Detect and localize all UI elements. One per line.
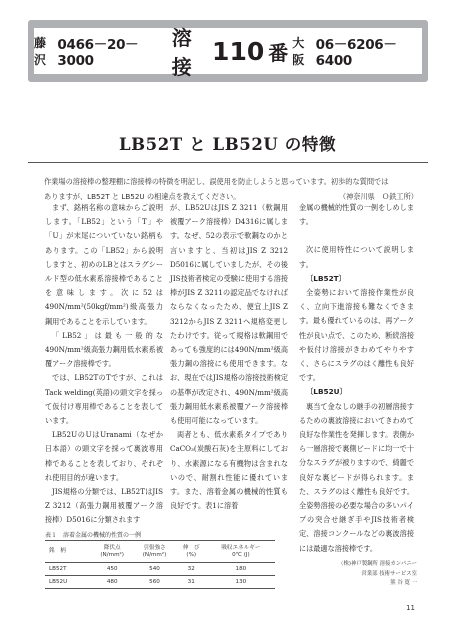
lead-line-1: 作業場の溶接棒の整理棚に溶接棒の特徴を明記し、誤使用を防止しようと思っています。初歩的な質問では [44, 177, 389, 186]
paragraph: 「LB52」は最も一般的な490N/mm²級高張力鋼用低水素系被覆アーク溶接棒です。 [45, 330, 163, 369]
table-cell: 130 [207, 576, 275, 589]
paragraph: 全姿勢において溶接作業性が良く、立向下進溶接も難なくできます。最も優れているのは、再アーク性が良い点で、このため、断続溶接や仮付け溶接がきわめてやりやすく、さらにスラグのはく離性も良好です。 [299, 288, 414, 383]
signature-name: 熊 谷 寛 一 [390, 580, 417, 586]
table-cell: 180 [207, 563, 275, 576]
paragraph: 金属の機械的性質の一例をしめします。 [299, 203, 414, 227]
table-cell: 32 [176, 563, 207, 576]
signature-company: （株)神戸製鋼所 溶接カンパニー [338, 561, 417, 567]
body-column-1 [45, 201, 163, 528]
article-title: LB52T と LB52U の特徴 [118, 135, 337, 154]
table-cell: 540 [133, 563, 175, 576]
table-header-cell: 銘 柄 [45, 541, 91, 563]
signature-department: 営業部 技術サービス室 [361, 570, 417, 577]
title-divider [28, 162, 428, 163]
table-cell: LB52T [45, 563, 91, 576]
paragraph: まず、銘柄名称の意味からご説明します。「LB52」という「T」や「U」が末尾についていない銘柄もあります。この「LB52」から説明しますと、初めのLBとはスラグシールド型の低水素系溶接棒であることを意味します。次に52は490N/mm²(50kgf/mm²)級高張力鋼用であることを示しています。 [45, 203, 163, 326]
paragraph: LB52UのUはUranami（なぜか日本語）の頭文字を採って裏波専用棒であることを表しており、それぞれ使用目的が違います。 [45, 430, 163, 482]
table-header-row [45, 541, 275, 563]
table-cell: 450 [91, 563, 133, 576]
fujisawa-phone: 0466－20－3000 [57, 37, 139, 69]
fujisawa-label: 藤沢 [34, 36, 46, 67]
table-caption: 表１ 溶着金属の機械的性質の一例 [45, 532, 142, 539]
paragraph: が、LB52UはJIS Z 3211（軟鋼用被覆アーク溶接棒）D4316に属します。なぜ、52の表示で軟鋼なのかと言いますと、当初はJIS Z 3212 D5016に属していましたが、その後JIS技術者検定の受験に使用する溶接棒がJIS Z 3211の認定品でなければならなくなったため、便宜上JIS Z 3212からJIS Z 3211へ規格変更したわけです。従って規格は軟鋼用であっても強度的には490N/mm²級高張力鋼の溶接にも使用できます。なお、現在ではJIS規格の溶接技術検定の基準が改定され、490N/mm²級高張力鋼用低水素系被覆アーク溶接棒も使用可能になっています。 [170, 203, 288, 426]
body-column-2 [170, 201, 288, 513]
paragraph: 次に使用特性について説明します。 [299, 245, 414, 269]
section-heading-lb52t: 〔LB52T〕 [306, 273, 346, 283]
table-row [45, 576, 275, 589]
table-header-cell: 引張強さ (N/mm²) [133, 541, 175, 563]
answer-signature [307, 560, 417, 589]
table-cell: 480 [91, 576, 133, 589]
hotline-banner [28, 20, 428, 82]
service-suffix: 番 [268, 40, 289, 65]
lead-line-2: ありますが、LB52T と LB52U の相違点を教えてください。 [44, 192, 241, 201]
table-row [45, 563, 275, 576]
service-number: 110 [212, 36, 265, 66]
page-number: 11 [406, 604, 415, 612]
osaka-phone: 06－6206－6400 [315, 37, 397, 69]
table-header-cell: 吸収エネルギー 0℃ (J) [207, 541, 275, 563]
table-cell: 560 [133, 576, 175, 589]
question-author: （神奈川県 Ｏ鉄工所） [338, 192, 418, 201]
table-header-cell: 伸 び (%) [176, 541, 207, 563]
section-heading-lb52u: 〔LB52U〕 [306, 387, 347, 397]
paragraph: JIS規格の分類では、LB52TはJIS Z 3212（高張力鋼用被覆アーク溶接棒）D5016に分類されます [45, 487, 163, 525]
paragraph: では、LB52TのTですが、これはTack welding(英語)の頭文字を採って仮付け専用棒であることを表しています。 [45, 373, 163, 426]
mechanical-properties-table [45, 540, 275, 589]
table-cell: 31 [176, 576, 207, 589]
service-name: 溶接 [171, 26, 192, 79]
hotline-banner-inner [34, 26, 422, 79]
question-lead [44, 174, 422, 204]
osaka-label: 大阪 [292, 36, 305, 67]
body-column-3 [299, 201, 414, 556]
paragraph: 裏当て金なしの継手の初層溶接するための裏波溶接においてきわめて良好な作業性を発揮します。表側から一層溶接で裏側ビードに均一で十分なスラグが被りますので、綺麗で良好な裏ビードが得られます。また、スラグのはく離性も良好です。全姿勢溶接の必要な場合の多いパイプの突合せ継ぎ手やJIS技術者検定、溶接コンクールなどの裏波溶接には最適な溶接棒です。 [299, 401, 414, 553]
table-header-cell: 降伏点 (N/mm²) [91, 541, 133, 563]
table-cell: LB52U [45, 576, 91, 589]
paragraph: 両者とも、低水素系タイプであり CaCO₃(炭酸石灰)を主原料にしており、水素源になる有機物は含まれないので、耐割れ性能に優れています。また、溶着金属の機械的性質も良好です。表1に溶着 [170, 430, 288, 511]
